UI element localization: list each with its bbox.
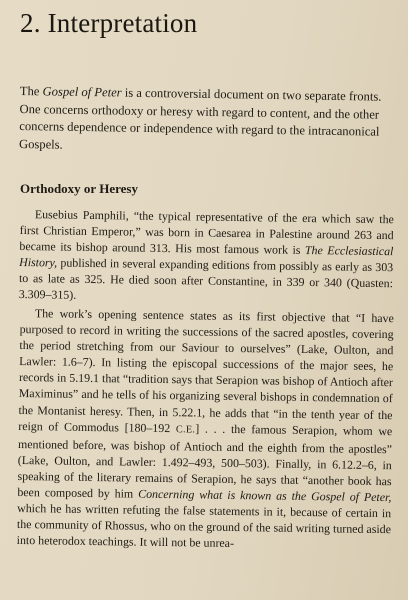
body-paragraph-2 [17, 305, 394, 554]
intro-paragraph [19, 83, 394, 159]
para1-text-1: Eusebius Pamphili, “the typical representative of the era which saw the first Christian Emperor,” was born in Caesarea in Palestine around 263 and became its bishop around 313. His most famous work is [19, 207, 394, 258]
section-heading: Orthodoxy or Heresy [20, 181, 138, 196]
para2-text-1: The work’s opening sentence states as its first objective that “I have purposed to record in writing the successions of the sacred apostles, covering the period stretching from our Saviour to ourselves” (Lake, Oulton, and Lawler: 1.6–7). In listing the episcopal successions of the major sees, he records in 5.19.1 that “tradition says that Serapion was bishop of Antioch after Maximinus” and he tells of his organizing several bishops in condemnation of the Montanist heresy. Then, in 5.22.1, he adds that “in the tenth year of the reign of Commodus [180–192 [18, 305, 394, 435]
body-paragraph-1 [19, 206, 394, 308]
chapter-title: 2. Interpretation [20, 8, 198, 38]
para2-italic-title: Concerning what is known as the Gospel of Peter, [138, 486, 392, 504]
intro-text-1: The [19, 83, 43, 99]
para2-text-3: which he has written refuting the false statements in it, because of certain in the community of Rhossus, who on the ground of the said writing turned aside into heterodox teachings. It will not be unrea- [16, 500, 392, 550]
para2-text-2: ] . . . the famous Serapion, whom we mentioned before, was bishop of Antioch and the eighth from the apostles” (Lake, Oulton, and Lawler: 1.492–493, 500–503). Finally, in 6.12.2–6, in speaking of the literary remains of Serapion, he says that “another book has been composed by him [17, 420, 393, 501]
para1-italic-title: The Ecclesiastical History, [19, 243, 394, 270]
intro-italic-title: Gospel of Peter [42, 84, 122, 100]
para1-text-2: published in several expanding editions from possibly as early as 303 to as late as 325. He died soon after Constantine, in 339 or 340 (Quasten: 3.309–315). [18, 255, 394, 303]
para2-small-caps: C.E. [175, 423, 196, 435]
intro-text-2: is a controversial document on two separate fronts. One concerns orthodoxy or heresy with regard to content, and the other concerns dependence or independence with regard to the intracanonical Gospels. [18, 85, 382, 152]
